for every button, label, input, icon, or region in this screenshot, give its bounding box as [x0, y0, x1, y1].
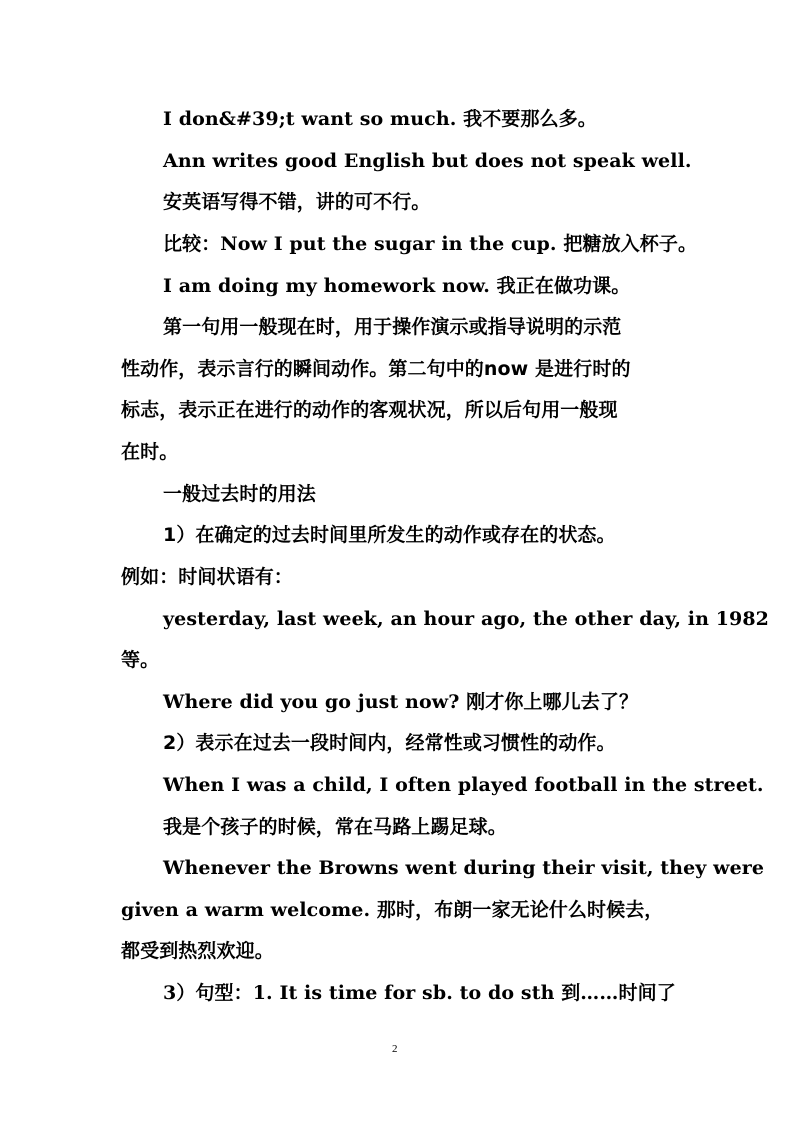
- text-line-15: Where did you go just now? 刚才你上哪儿去了？: [163, 691, 639, 713]
- text-line-6: 第一句用一般现在时，用于操作演示或指导说明的示范: [163, 316, 622, 338]
- text-line-14: 等。: [121, 649, 160, 671]
- text-line-8: 标志，表示正在进行的动作的客观状况，所以后句用一般现: [121, 399, 618, 421]
- text-line-4: 比较：Now I put the sugar in the cup. 把糖放入杯子。: [163, 233, 698, 255]
- text-line-16: 2）表示在过去一段时间内，经常性或习惯性的动作。: [163, 732, 616, 754]
- text-line-21: 都受到热烈欢迎。: [121, 940, 274, 962]
- text-line-7: 性动作，表示言行的瞬间动作。第二句中的now 是进行时的: [121, 358, 631, 380]
- text-line-17: When I was a child, I often played football in the street.: [163, 774, 764, 796]
- text-line-1: I don&#39;t want so much. 我不要那么多。: [163, 108, 597, 130]
- text-line-9: 在时。: [121, 441, 179, 463]
- text-line-13: yesterday, last week, an hour ago, the other day, in 1982: [163, 608, 769, 630]
- text-line-18: 我是个孩子的时候，常在马路上踢足球。: [163, 816, 507, 838]
- section-heading: 一般过去时的用法: [163, 483, 316, 505]
- text-line-5: I am doing my homework now. 我正在做功课。: [163, 275, 631, 297]
- text-line-22: 3）句型：1. It is time for sb. to do sth 到……时间了: [163, 982, 676, 1004]
- text-line-11: 1）在确定的过去时间里所发生的动作或存在的状态。: [163, 524, 616, 546]
- text-line-12: 例如：时间状语有：: [121, 566, 293, 588]
- text-line-2: Ann writes good English but does not speak well.: [163, 150, 692, 172]
- page-number: 2: [392, 1043, 398, 1055]
- text-line-19: Whenever the Browns went during their visit, they were: [163, 857, 765, 879]
- text-line-20: given a warm welcome. 那时，布朗一家无论什么时候去，: [121, 899, 664, 921]
- text-line-3: 安英语写得不错，讲的可不行。: [163, 191, 431, 213]
